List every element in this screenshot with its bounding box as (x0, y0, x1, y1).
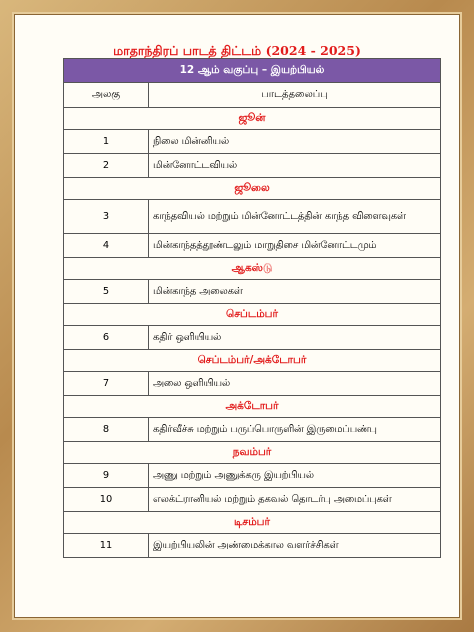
month-row (64, 178, 441, 200)
month-row (64, 258, 441, 280)
unit-number: 8 (64, 418, 149, 442)
month-label: அக்டோபர் (64, 396, 441, 418)
unit-number: 6 (64, 326, 149, 350)
month-row (64, 396, 441, 418)
month-label: நவம்பர் (64, 442, 441, 464)
table-row (64, 280, 441, 304)
topic-name: மின்காந்த அலைகள் (149, 280, 441, 304)
topic-name: கதிர் ஒளியியல் (149, 326, 441, 350)
unit-number: 5 (64, 280, 149, 304)
topic-name: நிலை மின்னியல் (149, 130, 441, 154)
table-row (64, 200, 441, 234)
month-row (64, 304, 441, 326)
table-row (64, 372, 441, 396)
unit-number: 9 (64, 464, 149, 488)
unit-number: 10 (64, 488, 149, 512)
topic-column-header: பாடத்தலைப்பு (149, 83, 441, 108)
month-label: ஜூலை (64, 178, 441, 200)
class-subject-header: 12 ஆம் வகுப்பு – இயற்பியல் (64, 59, 441, 83)
table-header-row (64, 59, 441, 83)
topic-name: அலை ஒளியியல் (149, 372, 441, 396)
topic-name: காந்தவியல் மற்றும் மின்னோட்டத்தின் காந்த விளைவுகள் (149, 200, 441, 234)
topic-name: எலக்ட்ரானியல் மற்றும் தகவல் தொடர்பு அமைப்புகள் (149, 488, 441, 512)
topic-name: மின்னோட்டவியல் (149, 154, 441, 178)
table-row (64, 488, 441, 512)
table-row (64, 464, 441, 488)
syllabus-table (63, 58, 441, 558)
topic-name: கதிர்வீச்சு மற்றும் பருப்பொருளின் இருமைப்பண்பு (149, 418, 441, 442)
month-row (64, 442, 441, 464)
unit-number: 4 (64, 234, 149, 258)
topic-name: அணு மற்றும் அணுக்கரு இயற்பியல் (149, 464, 441, 488)
page-title: மாதாந்திரப் பாடத் திட்டம் (2024 - 2025) (113, 43, 361, 58)
table-row (64, 326, 441, 350)
topic-name: மின்காந்தத்தூண்டலும் மாறுதிசை மின்னோட்டமும் (149, 234, 441, 258)
table-row (64, 234, 441, 258)
topic-name: இயற்பியலின் அண்மைக்கால வளர்ச்சிகள் (149, 534, 441, 558)
month-row (64, 512, 441, 534)
table-row (64, 154, 441, 178)
document-page (14, 14, 460, 618)
month-label: ஜூன் (64, 108, 441, 130)
unit-number: 7 (64, 372, 149, 396)
month-label: செப்டம்பர் (64, 304, 441, 326)
month-label: டிசம்பர் (64, 512, 441, 534)
unit-number: 1 (64, 130, 149, 154)
month-row (64, 108, 441, 130)
unit-column-header: அலகு (64, 83, 149, 108)
month-row (64, 350, 441, 372)
column-header-row (64, 83, 441, 108)
unit-number: 3 (64, 200, 149, 234)
unit-number: 11 (64, 534, 149, 558)
table-row (64, 534, 441, 558)
month-label: ஆகஸ்டு (64, 258, 441, 280)
unit-number: 2 (64, 154, 149, 178)
table-row (64, 418, 441, 442)
table-row (64, 130, 441, 154)
month-label: செப்டம்பர்/அக்டோபர் (64, 350, 441, 372)
